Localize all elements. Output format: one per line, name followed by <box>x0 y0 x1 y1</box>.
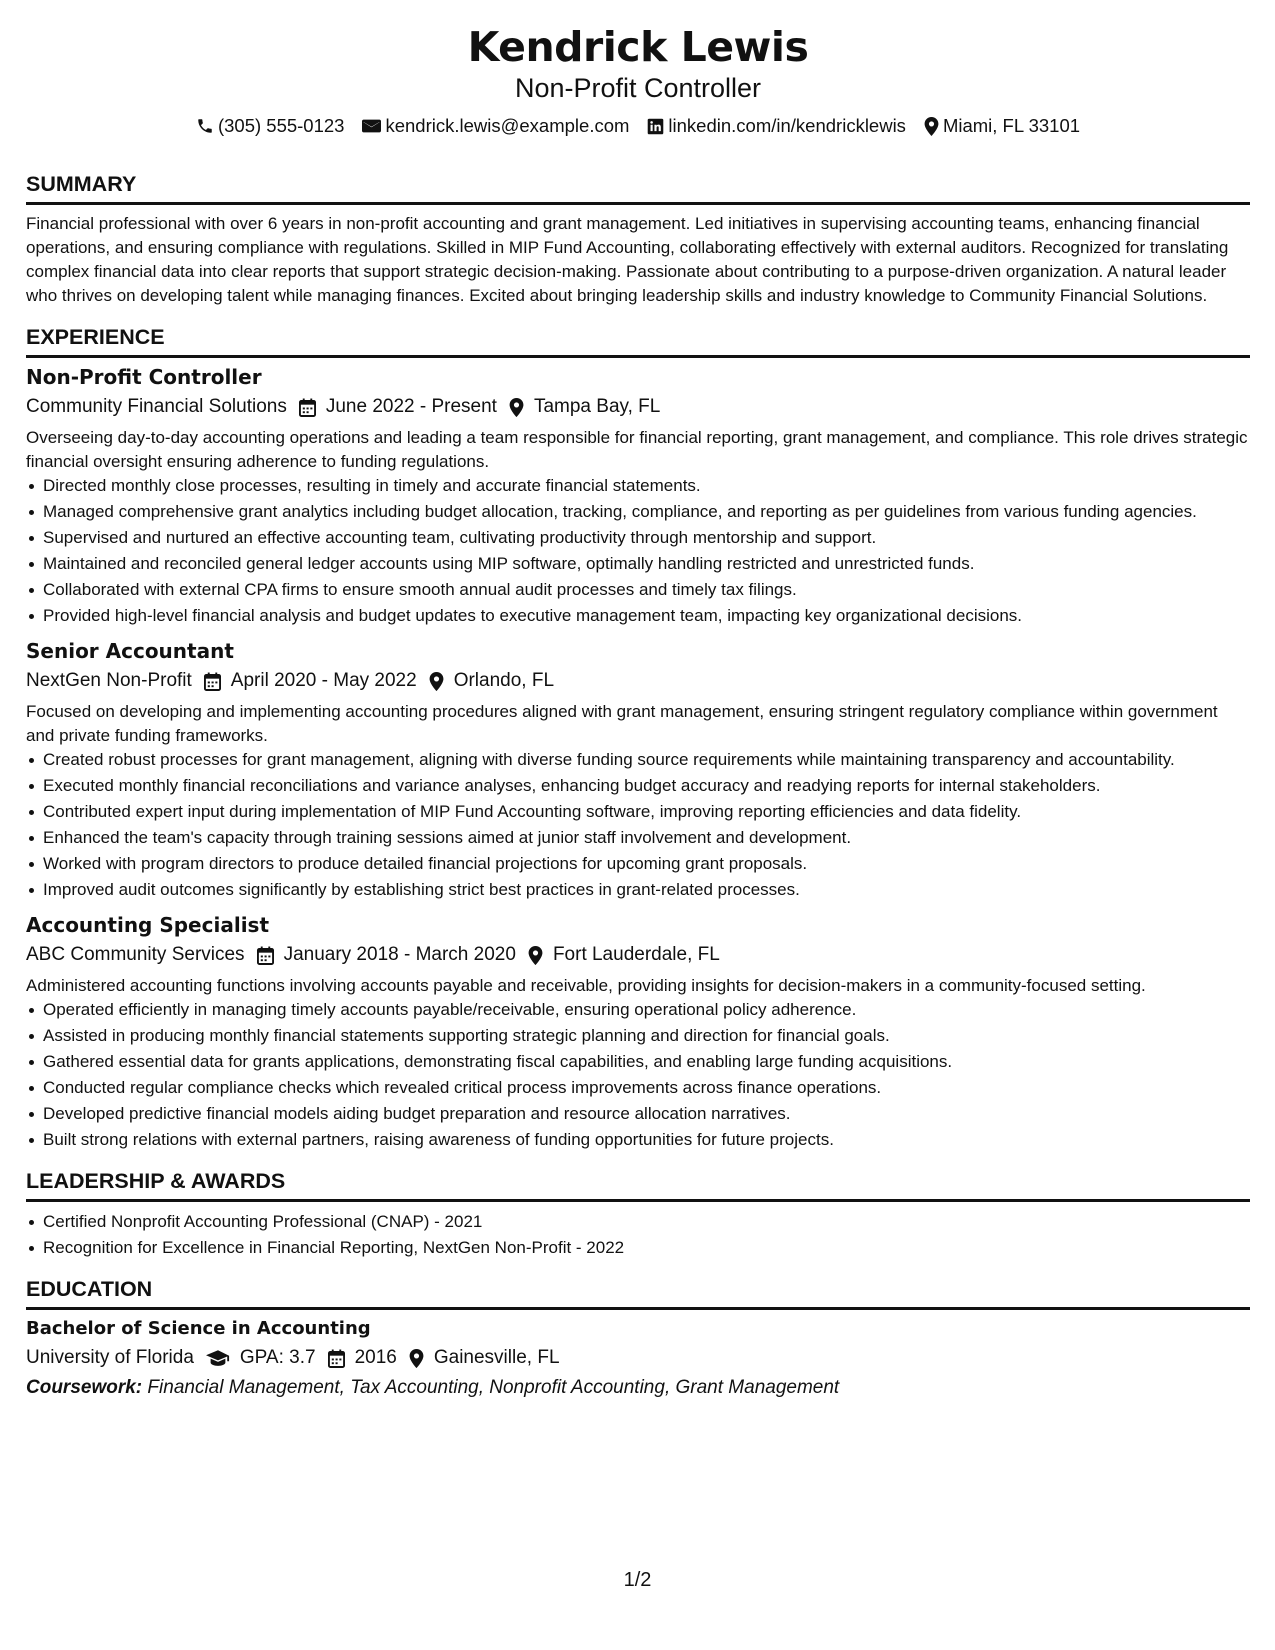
contact-phone <box>196 114 345 138</box>
experience-section <box>26 324 1250 1152</box>
list-item: Created robust processes for grant management, aligning with diverse funding source requirements while maintaining transparency and accountability. <box>26 748 1250 772</box>
education-degree: Bachelor of Science in Accounting <box>26 1318 371 1339</box>
job-title: Accounting Specialist <box>26 913 270 937</box>
phone-text: (305) 555-0123 <box>217 115 345 136</box>
calendar-icon <box>204 672 221 691</box>
job-title: Non-Profit Controller <box>26 365 262 389</box>
list-item: Developed predictive financial models aiding budget preparation and resource allocation narratives. <box>26 1102 1250 1126</box>
education-section <box>26 1276 1250 1402</box>
education-year: 2016 <box>354 1347 397 1368</box>
list-item: Supervised and nurtured an effective accounting team, cultivating productivity through mentorship and support. <box>26 526 1250 550</box>
job-company: NextGen Non-Profit <box>26 670 192 691</box>
candidate-name: Kendrick Lewis <box>467 23 809 71</box>
map-pin-icon <box>409 1349 424 1368</box>
coursework-label: Coursework: <box>26 1377 143 1398</box>
linkedin-link[interactable]: linkedin.com/in/kendricklewis <box>668 115 906 136</box>
job-company: Community Financial Solutions <box>26 396 287 417</box>
linkedin-icon <box>647 118 664 135</box>
list-item: Conducted regular compliance checks which revealed critical process improvements across finance operations. <box>26 1076 1250 1100</box>
list-item: Operated efficiently in managing timely accounts payable/receivable, ensuring operational policy adherence. <box>26 998 1250 1022</box>
contact-location <box>924 114 1080 138</box>
job-company: ABC Community Services <box>26 944 245 965</box>
resume-page <box>26 20 1250 1402</box>
job-meta <box>26 667 1250 695</box>
education-heading: EDUCATION <box>26 1276 1250 1310</box>
job-bullets <box>26 474 1250 628</box>
contact-email[interactable] <box>362 114 629 138</box>
education-school: University of Florida <box>26 1347 194 1368</box>
job-description: Focused on developing and implementing accounting procedures aligned with grant management, ensuring stringent regulatory compliance within government and private funding frameworks. <box>26 702 1218 745</box>
calendar-icon <box>299 398 316 417</box>
list-item: Gathered essential data for grants applications, demonstrating fiscal capabilities, and enabling large funding acquisitions. <box>26 1050 1250 1074</box>
map-pin-icon <box>509 398 524 417</box>
contact-linkedin[interactable] <box>647 114 906 138</box>
list-item: Improved audit outcomes significantly by establishing strict best practices in grant-related processes. <box>26 878 1250 902</box>
coursework-list: Financial Management, Tax Accounting, Nonprofit Accounting, Grant Management <box>147 1377 840 1398</box>
list-item: Executed monthly financial reconciliations and variance analyses, enhancing budget accuracy and readying reports for internal stakeholders. <box>26 774 1250 798</box>
awards-section <box>26 1168 1250 1260</box>
experience-heading: EXPERIENCE <box>26 324 1250 358</box>
list-item: Enhanced the team's capacity through training sessions aimed at junior staff involvement and development. <box>26 826 1250 850</box>
page-number: 1/2 <box>623 1569 652 1591</box>
email-link[interactable]: kendrick.lewis@example.com <box>385 115 630 136</box>
job-title: Senior Accountant <box>26 639 234 663</box>
location-text: Miami, FL 33101 <box>942 115 1081 136</box>
list-item: Directed monthly close processes, resulting in timely and accurate financial statements. <box>26 474 1250 498</box>
job-meta <box>26 393 1250 421</box>
job-meta <box>26 941 1250 969</box>
job-entry <box>26 912 1250 1152</box>
job-location: Orlando, FL <box>453 670 555 691</box>
education-meta <box>26 1344 1250 1372</box>
list-item: Provided high-level financial analysis and budget updates to executive management team, impacting key organizational decisions. <box>26 604 1250 628</box>
job-dates: January 2018 - March 2020 <box>283 944 516 965</box>
list-item: Managed comprehensive grant analytics including budget allocation, tracking, compliance, and reporting as per guidelines from various funding agencies. <box>26 500 1250 524</box>
list-item: Certified Nonprofit Accounting Professional (CNAP) - 2021 <box>26 1210 1250 1234</box>
awards-heading: LEADERSHIP & AWARDS <box>26 1168 1250 1202</box>
map-pin-icon <box>924 117 939 136</box>
education-coursework <box>26 1374 1250 1402</box>
graduation-cap-icon <box>206 1350 230 1367</box>
job-entry <box>26 364 1250 628</box>
resume-header <box>26 22 1250 138</box>
contact-row <box>26 114 1250 138</box>
job-location: Fort Lauderdale, FL <box>552 944 720 965</box>
job-bullets <box>26 998 1250 1152</box>
awards-list <box>26 1210 1250 1260</box>
list-item: Worked with program directors to produce detailed financial projections for upcoming grant proposals. <box>26 852 1250 876</box>
list-item: Collaborated with external CPA firms to ensure smooth annual audit processes and timely tax filings. <box>26 578 1250 602</box>
calendar-icon <box>257 946 274 965</box>
job-dates: April 2020 - May 2022 <box>230 670 417 691</box>
education-gpa: GPA: 3.7 <box>239 1347 316 1368</box>
education-location: Gainesville, FL <box>433 1347 560 1368</box>
list-item: Recognition for Excellence in Financial Reporting, NextGen Non-Profit - 2022 <box>26 1236 1250 1260</box>
phone-icon <box>196 117 214 135</box>
job-bullets <box>26 748 1250 902</box>
job-location: Tampa Bay, FL <box>533 396 661 417</box>
list-item: Built strong relations with external partners, raising awareness of funding opportunities for future projects. <box>26 1128 1250 1152</box>
envelope-icon <box>362 118 381 134</box>
summary-heading: SUMMARY <box>26 171 1250 205</box>
summary-section <box>26 171 1250 308</box>
job-dates: June 2022 - Present <box>325 396 497 417</box>
job-description: Administered accounting functions involving accounts payable and receivable, providing insights for decision-makers in a community-focused setting. <box>26 976 1146 995</box>
map-pin-icon <box>528 946 543 965</box>
job-entry <box>26 638 1250 902</box>
list-item: Maintained and reconciled general ledger accounts using MIP software, optimally handling restricted and unrestricted funds. <box>26 552 1250 576</box>
map-pin-icon <box>429 672 444 691</box>
summary-text: Financial professional with over 6 years in non-profit accounting and grant management. Led initiatives in supervising accounting teams, enhancing financial operations, and ensuring compliance with regulations. Skilled in MIP Fund Accounting, collaborating effectively with external auditors. Recognized for translating complex financial data into clear reports that support strategic decision-making. Passionate about contributing to a purpose-driven organization. A natural leader who thrives on developing talent while managing finances. Excited about bringing leadership skills and industry knowledge to Community Financial Solutions. <box>26 214 1229 305</box>
calendar-icon <box>328 1349 345 1368</box>
candidate-title: Non-Profit Controller <box>514 73 762 103</box>
list-item: Contributed expert input during implementation of MIP Fund Accounting software, improving reporting efficiencies and data fidelity. <box>26 800 1250 824</box>
list-item: Assisted in producing monthly financial statements supporting strategic planning and direction for financial goals. <box>26 1024 1250 1048</box>
job-description: Overseeing day-to-day accounting operations and leading a team responsible for financial reporting, grant management, and compliance. This role drives strategic financial oversight ensuring adherence to funding regulations. <box>26 428 1248 471</box>
